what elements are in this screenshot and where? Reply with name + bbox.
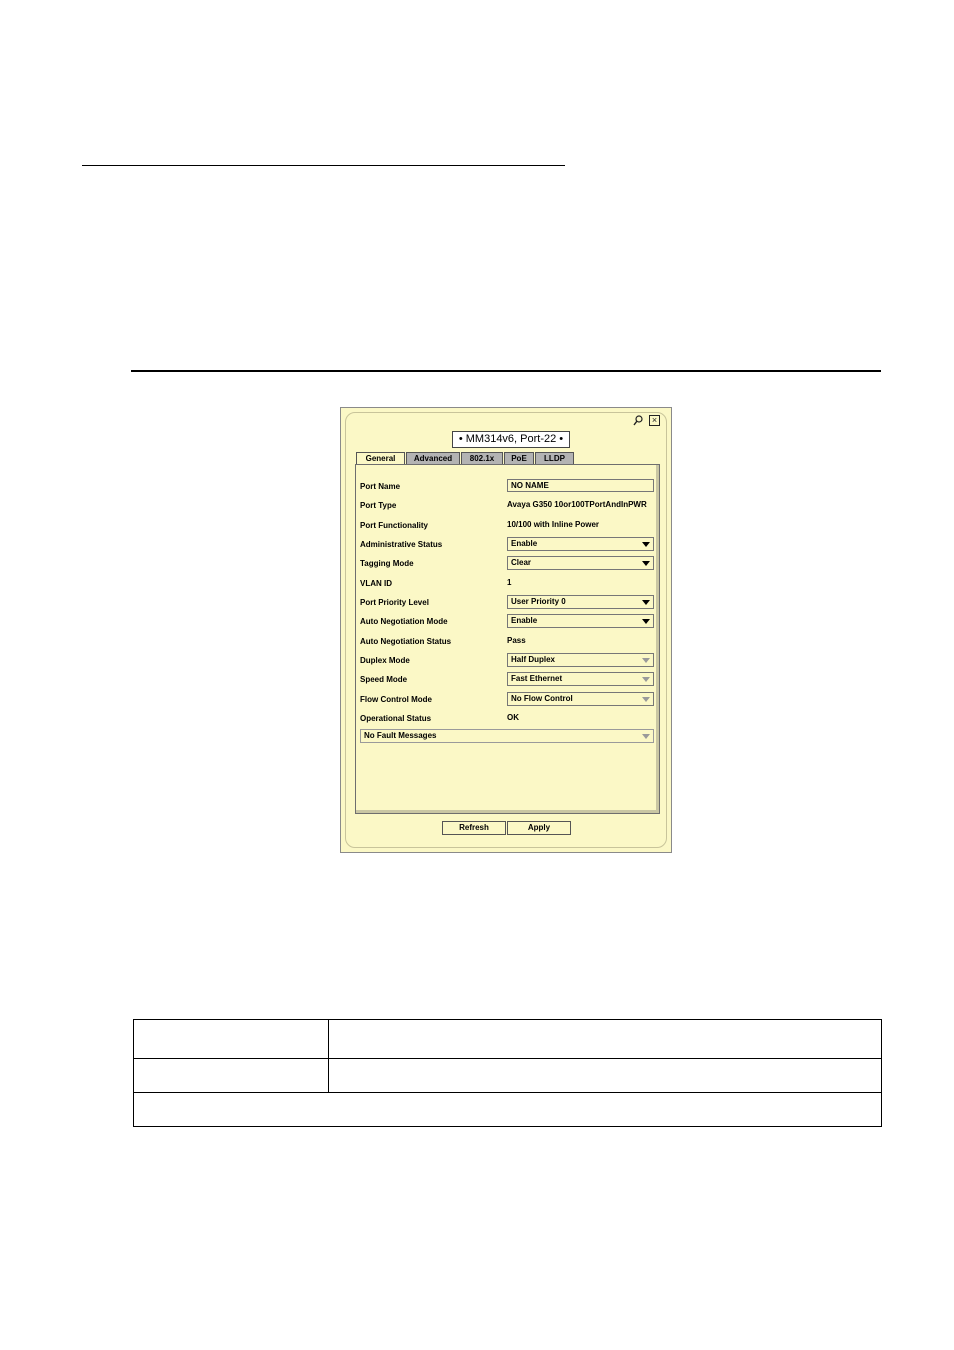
vlan-id-value: 1 <box>507 578 512 587</box>
chevron-down-icon <box>642 697 650 702</box>
port-type-label: Port Type <box>360 501 397 510</box>
auto-neg-status-value: Pass <box>507 636 526 645</box>
flow-control-select[interactable] <box>507 692 654 706</box>
tagging-mode-value: Clear <box>511 558 532 567</box>
table-cell <box>328 1058 882 1093</box>
chevron-down-icon <box>642 561 650 566</box>
flow-control-label: Flow Control Mode <box>360 695 432 704</box>
flow-control-value: No Flow Control <box>511 694 573 703</box>
oper-status-value: OK <box>507 713 519 722</box>
tab-advanced[interactable]: Advanced <box>406 452 460 464</box>
admin-status-select[interactable] <box>507 537 654 551</box>
tab-lldp[interactable]: LLDP <box>535 452 574 464</box>
admin-status-value: Enable <box>511 539 538 548</box>
close-icon[interactable]: × <box>649 415 660 426</box>
oper-status-label: Operational Status <box>360 714 432 723</box>
priority-select[interactable] <box>507 595 654 609</box>
chevron-down-icon <box>642 542 650 547</box>
speed-value: Fast Ethernet <box>511 674 563 683</box>
tagging-mode-select[interactable] <box>507 556 654 570</box>
pin-icon[interactable] <box>633 415 644 426</box>
auto-neg-mode-select[interactable] <box>507 614 654 628</box>
table-cell <box>328 1019 882 1059</box>
port-name-label: Port Name <box>360 482 401 491</box>
speed-label: Speed Mode <box>360 675 408 684</box>
fault-messages-select[interactable] <box>360 729 654 743</box>
general-panel <box>355 464 660 814</box>
port-dialog <box>340 407 672 853</box>
duplex-select[interactable] <box>507 653 654 667</box>
tagging-mode-label: Tagging Mode <box>360 559 414 568</box>
port-functionality-label: Port Functionality <box>360 521 428 530</box>
duplex-label: Duplex Mode <box>360 656 410 665</box>
table-cell <box>133 1058 329 1093</box>
admin-status-label: Administrative Status <box>360 540 443 549</box>
chevron-down-icon <box>642 658 650 663</box>
auto-neg-mode-value: Enable <box>511 616 538 625</box>
duplex-value: Half Duplex <box>511 655 556 664</box>
priority-value: User Priority 0 <box>511 597 566 606</box>
vlan-id-label: VLAN ID <box>360 579 392 588</box>
chevron-down-icon <box>642 677 650 682</box>
info-table <box>133 1019 882 1127</box>
chevron-down-icon <box>642 734 650 739</box>
tab-poe[interactable]: PoE <box>504 452 534 464</box>
auto-neg-status-label: Auto Negotiation Status <box>360 637 452 646</box>
table-cell <box>133 1019 329 1059</box>
chevron-down-icon <box>642 619 650 624</box>
refresh-button[interactable]: Refresh <box>442 821 506 835</box>
priority-label: Port Priority Level <box>360 598 429 607</box>
tab-802-1x[interactable]: 802.1x <box>461 452 503 464</box>
port-name-input[interactable]: NO NAME <box>507 479 654 492</box>
fault-messages-value: No Fault Messages <box>364 731 437 740</box>
table-cell <box>133 1092 882 1127</box>
dialog-title: • MM314v6, Port-22 • <box>452 431 570 448</box>
speed-select[interactable] <box>507 672 654 686</box>
auto-neg-mode-label: Auto Negotiation Mode <box>360 617 448 626</box>
port-type-value: Avaya G350 10or100TPortAndInPWR <box>507 500 647 509</box>
tab-general[interactable]: General <box>356 452 405 465</box>
header-rule <box>82 165 565 166</box>
section-rule <box>131 370 881 372</box>
apply-button[interactable]: Apply <box>507 821 571 835</box>
port-functionality-value: 10/100 with Inline Power <box>507 520 600 529</box>
chevron-down-icon <box>642 600 650 605</box>
